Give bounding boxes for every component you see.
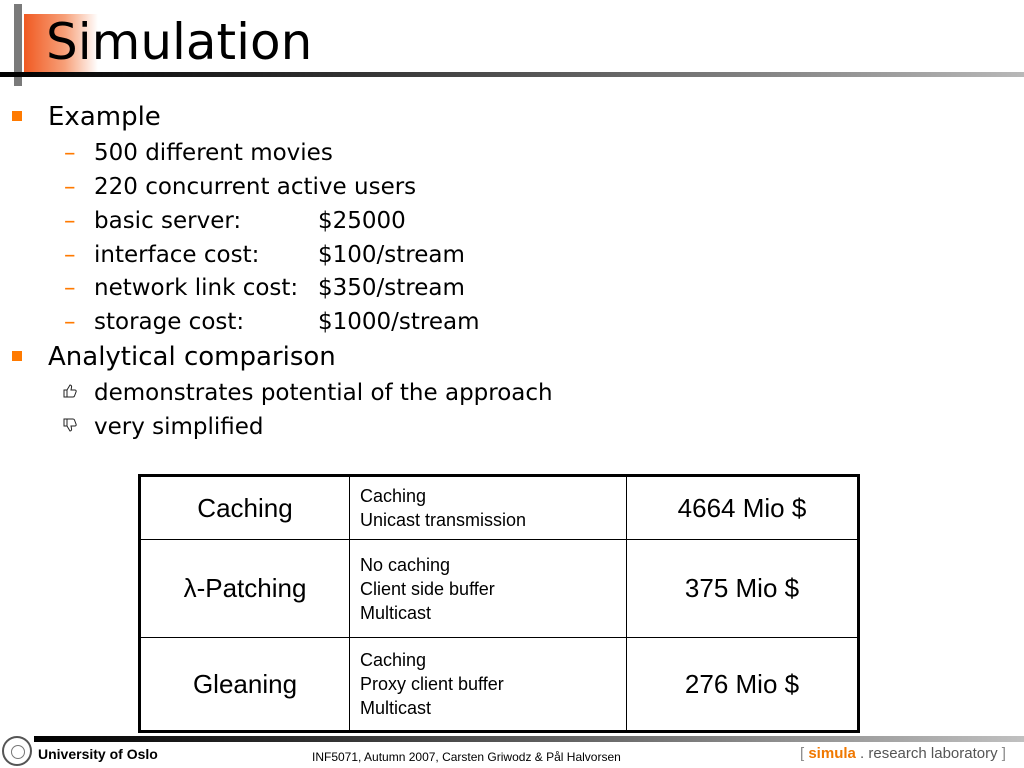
bullet-label: Example <box>48 102 161 132</box>
table-row <box>140 476 859 540</box>
dash-icon: – <box>64 208 76 234</box>
lab-logo: [ simula . research laboratory ] <box>800 745 1006 762</box>
dash-icon: – <box>64 174 76 200</box>
thumbs-down-icon <box>62 414 78 442</box>
sub-bullet-value: $25000 <box>318 208 406 234</box>
title-rule <box>0 72 1024 77</box>
slide-title: Simulation <box>46 13 313 71</box>
sub-bullet-label: 220 concurrent active users <box>94 174 417 200</box>
sub-bullet-label: demonstrates potential of the approach <box>94 380 553 406</box>
simula-brand: simula <box>808 745 856 762</box>
sub-bullet-label: 500 different movies <box>94 140 333 166</box>
sub-bullet-value: $350/stream <box>318 275 465 301</box>
table-row <box>140 540 859 638</box>
method-name: Gleaning <box>140 638 350 732</box>
method-name: Caching <box>140 476 350 540</box>
method-cost: 276 Mio $ <box>627 638 859 732</box>
method-cost: 4664 Mio $ <box>627 476 859 540</box>
bullet-square-icon <box>12 351 22 361</box>
thumbs-up-icon <box>62 380 78 408</box>
sub-bullet-value: $100/stream <box>318 242 465 268</box>
dash-icon: – <box>64 242 76 268</box>
method-description: Caching Unicast transmission <box>350 476 627 540</box>
sub-bullet-label: very simplified <box>94 414 264 440</box>
bullet-square-icon <box>12 111 22 121</box>
dash-icon: – <box>64 309 76 335</box>
footer-rule <box>34 736 1024 742</box>
method-description: Caching Proxy client buffer Multicast <box>350 638 627 732</box>
lambda-symbol: λ <box>183 573 197 603</box>
course-info: INF5071, Autumn 2007, Carsten Griwodz & Pål Halvorsen <box>312 750 621 764</box>
sub-bullet-label: interface cost: <box>94 242 260 268</box>
dash-icon: – <box>64 140 76 166</box>
method-name: λ-Patching <box>140 540 350 638</box>
sub-bullet-label: network link cost: <box>94 275 299 301</box>
sub-bullet-value: $1000/stream <box>318 309 480 335</box>
dash-icon: – <box>64 275 76 301</box>
method-cost: 375 Mio $ <box>627 540 859 638</box>
university-seal-icon <box>2 736 32 766</box>
sub-bullet-label: basic server: <box>94 208 242 234</box>
university-name: University of Oslo <box>38 746 158 762</box>
sub-bullet-label: storage cost: <box>94 309 245 335</box>
comparison-table <box>138 474 860 733</box>
table-row <box>140 638 859 732</box>
bullet-label: Analytical comparison <box>48 342 336 372</box>
method-description: No caching Client side buffer Multicast <box>350 540 627 638</box>
